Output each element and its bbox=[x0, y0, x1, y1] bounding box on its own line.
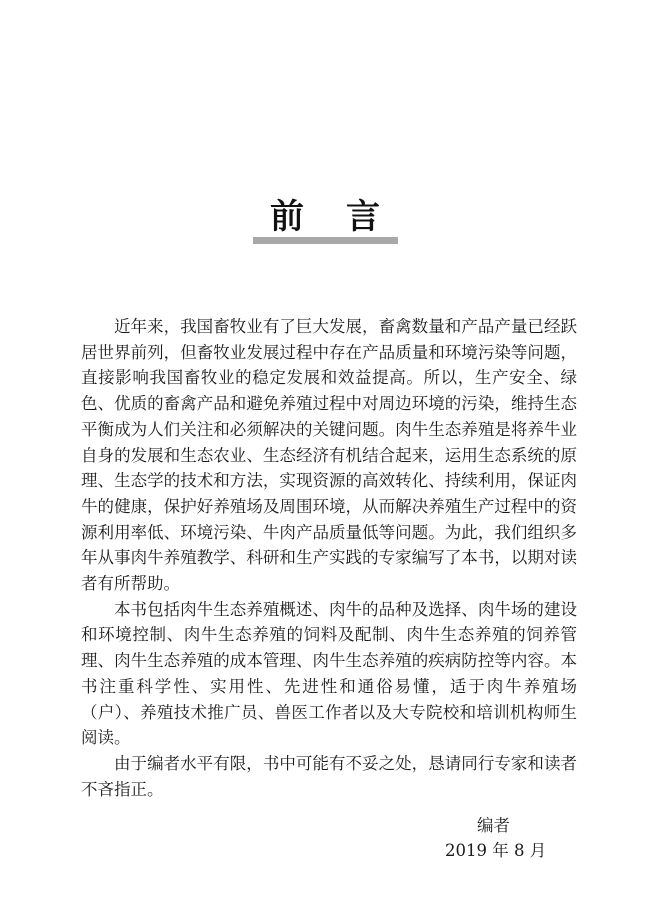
paragraph-3: 由于编者水平有限，书中可能有不妥之处，恳请同行专家和读者不吝指正。 bbox=[81, 753, 577, 799]
title-underline bbox=[253, 237, 398, 244]
paragraph-2: 本书包括肉牛生态养殖概述、肉牛的品种及选择、肉牛场的建设和环境控制、肉牛生态养殖的饲料及配制、肉牛生态养殖的饲养管理、肉牛生态养殖的成本管理、肉牛生态养殖的疾病防控等内容。本书注重科学性、实用性、先进性和通俗易懂，适于肉牛养殖场（户）、养殖技术推广员、兽医工作者以及大专院校和培训机构师生阅读。 bbox=[81, 599, 577, 748]
page-title: 前言 bbox=[270, 197, 422, 237]
signature-author: 编者 bbox=[477, 816, 510, 835]
preface-body bbox=[81, 314, 577, 802]
signature-date: 2019 年 8 月 bbox=[445, 841, 547, 860]
paragraph-1: 近年来，我国畜牧业有了巨大发展，畜禽数量和产品产量已经跃居世界前列，但畜牧业发展过程中存在产品质量和环境污染等问题，直接影响我国畜牧业的稳定发展和效益提高。所以，生产安全、绿色、优质的畜禽产品和避免养殖过程中对周边环境的污染，维持生态平衡成为人们关注和必须解决的关键问题。肉牛生态养殖是将养牛业自身的发展和生态农业、生态经济有机结合起来，运用生态系统的原理、生态学的技术和方法，实现资源的高效转化、持续利用，保证肉牛的健康，保护好养殖场及周围环境，从而解决养殖生产过程中的资源利用率低、环境污染、牛肉产品质量低等问题。为此，我们组织多年从事肉牛养殖教学、科研和生产实践的专家编写了本书，以期对读者有所帮助。 bbox=[81, 317, 577, 594]
title-block bbox=[0, 196, 650, 238]
